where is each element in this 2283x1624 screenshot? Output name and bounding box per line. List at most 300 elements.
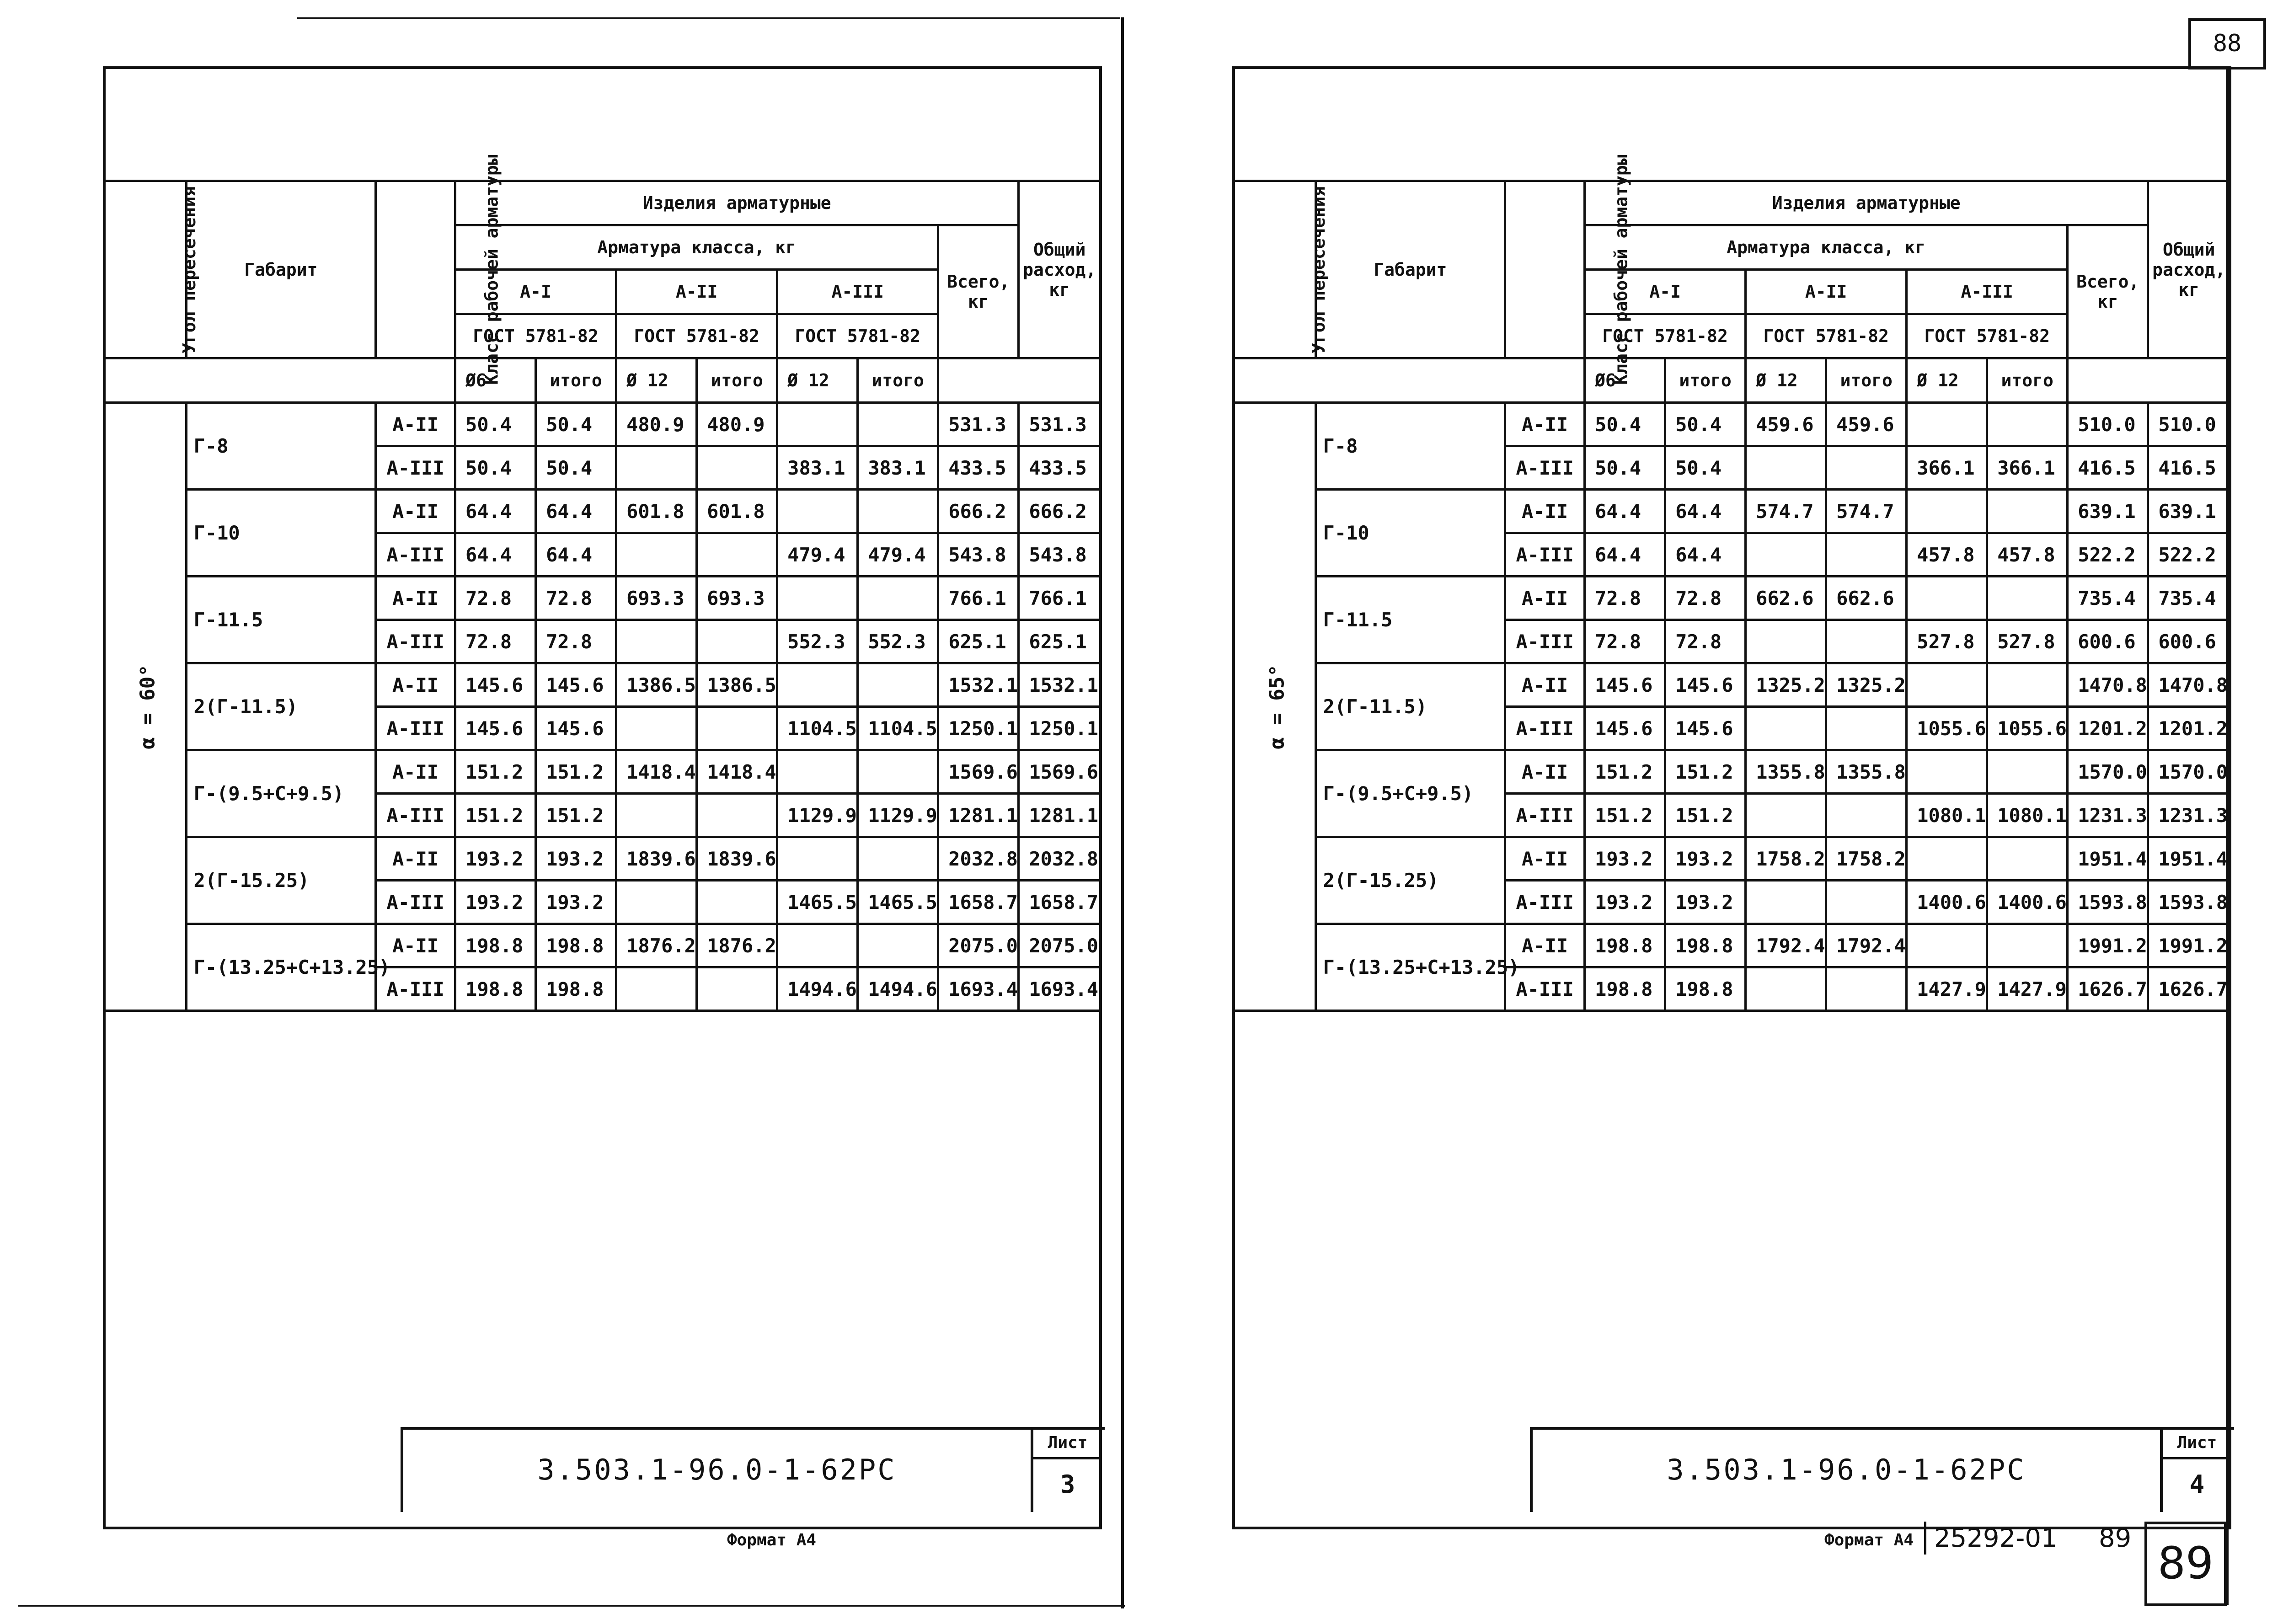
value-cell: 666.2	[938, 490, 1019, 533]
value-cell: 145.6	[455, 707, 536, 750]
class-cell: А-III	[1505, 533, 1585, 577]
class-cell: А-II	[376, 403, 455, 446]
general-header-1: Общий	[1033, 239, 1086, 260]
value-cell: 662.6	[1826, 577, 1907, 620]
itogo-header: итого	[697, 358, 777, 403]
value-cell: 1465.5	[777, 881, 858, 924]
value-cell	[1907, 490, 1987, 533]
value-cell: 50.4	[1585, 403, 1665, 446]
value-cell: 383.1	[777, 446, 858, 490]
archive-page: 89	[2099, 1523, 2132, 1553]
value-cell: 145.6	[536, 663, 616, 707]
value-cell: 666.2	[1019, 490, 1099, 533]
value-cell: 72.8	[1665, 620, 1746, 663]
value-cell: 766.1	[938, 577, 1019, 620]
value-cell: 625.1	[938, 620, 1019, 663]
value-cell: 366.1	[1987, 446, 2068, 490]
value-cell: 639.1	[2148, 490, 2229, 533]
class-a1-header: А-I	[1585, 270, 1746, 314]
angle-header-cell	[1235, 181, 1329, 358]
value-cell: 1400.6	[1907, 881, 1987, 924]
value-cell: 1792.4	[1826, 924, 1907, 967]
general-header-cell	[2148, 181, 2229, 358]
value-cell	[858, 577, 938, 620]
class-cell: А-II	[376, 577, 455, 620]
value-cell: 151.2	[1585, 750, 1665, 794]
value-cell: 151.2	[455, 750, 536, 794]
value-cell: 1570.0	[2068, 750, 2148, 794]
general-header-2: расход,	[1023, 259, 1096, 280]
value-cell: 1418.4	[616, 750, 697, 794]
value-cell: 193.2	[1585, 837, 1665, 881]
value-cell: 1569.6	[1019, 750, 1099, 794]
header-row	[1235, 358, 2229, 403]
gabarit-cell	[1315, 924, 1520, 1011]
gost-header: ГОСТ 5781-82	[455, 314, 616, 358]
value-cell: 1104.5	[858, 707, 938, 750]
table-row	[1235, 924, 2229, 967]
angle-header: Угол пересечения	[179, 186, 200, 353]
drawing-sheet	[103, 66, 1102, 1529]
items-header: Изделия арматурные	[455, 181, 1019, 225]
gabarit-cell	[1315, 663, 1505, 750]
value-cell: 1281.1	[1019, 794, 1099, 837]
gabarit-label: 2(Г-11.5)	[193, 695, 298, 718]
value-cell: 1427.9	[1907, 967, 1987, 1011]
value-cell: 198.8	[1665, 967, 1746, 1011]
table-row	[106, 403, 1099, 446]
angle-cell	[1235, 403, 1315, 1011]
gabarit-header-cell	[1315, 181, 1505, 358]
table-row	[1235, 837, 2229, 881]
value-cell: 1758.2	[1746, 837, 1826, 881]
value-cell	[1746, 620, 1826, 663]
gabarit-label: Г-(13.25+С+13.25)	[1323, 956, 1520, 978]
header-row	[106, 181, 1099, 225]
value-cell: 522.2	[2068, 533, 2148, 577]
value-cell	[616, 707, 697, 750]
value-cell: 480.9	[616, 403, 697, 446]
value-cell: 145.6	[1665, 707, 1746, 750]
general-header-3: кг	[2178, 279, 2200, 300]
value-cell: 1532.1	[1019, 663, 1099, 707]
header-spacer	[2068, 358, 2229, 403]
value-cell: 531.3	[938, 403, 1019, 446]
value-cell: 693.3	[616, 577, 697, 620]
value-cell: 193.2	[455, 881, 536, 924]
gabarit-label: Г-10	[193, 522, 240, 544]
value-cell	[1826, 881, 1907, 924]
class-cell: А-II	[1505, 750, 1585, 794]
gost-header: ГОСТ 5781-82	[1746, 314, 1907, 358]
value-cell: 459.6	[1746, 403, 1826, 446]
gabarit-label: Г-8	[193, 435, 229, 457]
gost-header: ГОСТ 5781-82	[1585, 314, 1746, 358]
value-cell: 1494.6	[858, 967, 938, 1011]
value-cell: 1250.1	[1019, 707, 1099, 750]
value-cell: 198.8	[1585, 967, 1665, 1011]
value-cell: 64.4	[1665, 490, 1746, 533]
value-cell: 574.7	[1826, 490, 1907, 533]
diameter-12-header: Ø 12	[1907, 358, 1987, 403]
value-cell	[616, 533, 697, 577]
gabarit-header-cell	[186, 181, 376, 358]
gost-header: ГОСТ 5781-82	[777, 314, 938, 358]
class-header: Класс рабочей арматуры	[1611, 154, 1631, 385]
header-spacer	[938, 358, 1099, 403]
value-cell: 151.2	[1665, 794, 1746, 837]
value-cell: 198.8	[455, 924, 536, 967]
total-header-1: Всего,	[947, 272, 1010, 292]
value-cell: 72.8	[455, 620, 536, 663]
value-cell: 1355.8	[1746, 750, 1826, 794]
sheet-number: 3	[1060, 1470, 1075, 1499]
header-spacer	[106, 358, 455, 403]
value-cell: 198.8	[1585, 924, 1665, 967]
value-cell	[697, 707, 777, 750]
angle-header: Угол пересечения	[1309, 186, 1329, 353]
value-cell: 64.4	[1585, 533, 1665, 577]
value-cell: 198.8	[536, 924, 616, 967]
total-header-cell	[2068, 225, 2148, 358]
value-cell: 193.2	[1665, 881, 1746, 924]
class-cell: А-III	[376, 533, 455, 577]
value-cell: 193.2	[536, 837, 616, 881]
value-cell	[777, 924, 858, 967]
value-cell: 1129.9	[858, 794, 938, 837]
value-cell: 151.2	[536, 750, 616, 794]
total-header-1: Всего,	[2076, 272, 2139, 292]
class-cell: А-II	[376, 663, 455, 707]
table-row	[1235, 490, 2229, 533]
value-cell: 574.7	[1746, 490, 1826, 533]
table-row	[106, 490, 1099, 533]
angle-cell	[106, 403, 186, 1011]
value-cell	[616, 620, 697, 663]
value-cell: 480.9	[697, 403, 777, 446]
value-cell	[1746, 967, 1826, 1011]
value-cell: 1080.1	[1907, 794, 1987, 837]
value-cell: 1231.3	[2068, 794, 2148, 837]
class-cell: А-III	[1505, 794, 1585, 837]
value-cell: 1876.2	[616, 924, 697, 967]
value-cell	[1987, 663, 2068, 707]
class-cell: А-II	[376, 924, 455, 967]
value-cell	[1907, 924, 1987, 967]
general-header-1: Общий	[2162, 239, 2215, 260]
value-cell: 1626.7	[2068, 967, 2148, 1011]
value-cell: 527.8	[1907, 620, 1987, 663]
value-cell: 552.3	[858, 620, 938, 663]
class-cell: А-III	[1505, 707, 1585, 750]
value-cell: 459.6	[1826, 403, 1907, 446]
diameter-12-header: Ø 12	[777, 358, 858, 403]
table-row	[106, 837, 1099, 881]
value-cell: 510.0	[2148, 403, 2229, 446]
value-cell	[1746, 794, 1826, 837]
sheet-label: Лист	[1033, 1430, 1102, 1459]
value-cell	[1987, 924, 2068, 967]
value-cell	[858, 924, 938, 967]
value-cell: 1055.6	[1907, 707, 1987, 750]
value-cell: 1400.6	[1987, 881, 2068, 924]
value-cell: 64.4	[455, 490, 536, 533]
value-cell: 1570.0	[2148, 750, 2229, 794]
sheet-label: Лист	[2163, 1430, 2231, 1459]
value-cell: 366.1	[1907, 446, 1987, 490]
value-cell: 72.8	[1585, 577, 1665, 620]
class-a3-header: А-III	[1907, 270, 2068, 314]
value-cell: 50.4	[1585, 446, 1665, 490]
value-cell	[1746, 707, 1826, 750]
class-cell: А-II	[1505, 403, 1585, 446]
value-cell	[1826, 533, 1907, 577]
class-cell: А-II	[376, 490, 455, 533]
class-cell: А-III	[1505, 881, 1585, 924]
value-cell: 151.2	[536, 794, 616, 837]
angle-label: α = 60°	[136, 664, 160, 749]
value-cell	[858, 837, 938, 881]
value-cell: 1658.7	[938, 881, 1019, 924]
value-cell	[777, 490, 858, 533]
value-cell: 416.5	[2068, 446, 2148, 490]
value-cell: 64.4	[455, 533, 536, 577]
class-header: Класс рабочей арматуры	[481, 154, 502, 385]
drawing-sheet	[1232, 66, 2231, 1529]
value-cell: 64.4	[1665, 533, 1746, 577]
class-cell: А-II	[376, 837, 455, 881]
value-cell: 416.5	[2148, 446, 2229, 490]
value-cell	[616, 446, 697, 490]
value-cell: 1758.2	[1826, 837, 1907, 881]
value-cell	[1907, 577, 1987, 620]
gabarit-label: Г-(9.5+С+9.5)	[193, 782, 344, 805]
itogo-header: итого	[536, 358, 616, 403]
gabarit-cell	[1315, 750, 1505, 837]
value-cell: 1201.2	[2068, 707, 2148, 750]
value-cell: 1231.3	[2148, 794, 2229, 837]
value-cell: 72.8	[536, 620, 616, 663]
value-cell	[1907, 663, 1987, 707]
gabarit-header: Габарит	[244, 259, 318, 280]
value-cell: 1470.8	[2148, 663, 2229, 707]
value-cell: 601.8	[697, 490, 777, 533]
gabarit-header: Габарит	[1374, 259, 1447, 280]
value-cell: 600.6	[2148, 620, 2229, 663]
value-cell: 50.4	[455, 446, 536, 490]
table-row	[106, 577, 1099, 620]
value-cell: 383.1	[858, 446, 938, 490]
value-cell: 1593.8	[2068, 881, 2148, 924]
gost-header: ГОСТ 5781-82	[1907, 314, 2068, 358]
header-spacer	[1235, 358, 1585, 403]
value-cell	[1987, 837, 2068, 881]
value-cell	[1746, 533, 1826, 577]
value-cell: 151.2	[455, 794, 536, 837]
value-cell: 145.6	[455, 663, 536, 707]
value-cell: 50.4	[1665, 446, 1746, 490]
value-cell	[697, 967, 777, 1011]
total-header-cell	[938, 225, 1019, 358]
items-header: Изделия арматурные	[1585, 181, 2148, 225]
value-cell: 735.4	[2068, 577, 2148, 620]
gabarit-label: 2(Г-11.5)	[1323, 695, 1428, 718]
value-cell: 543.8	[938, 533, 1019, 577]
gabarit-cell	[1315, 577, 1505, 663]
value-cell: 1839.6	[616, 837, 697, 881]
value-cell: 193.2	[1665, 837, 1746, 881]
value-cell: 1494.6	[777, 967, 858, 1011]
value-cell: 1569.6	[938, 750, 1019, 794]
value-cell	[1907, 403, 1987, 446]
value-cell: 479.4	[777, 533, 858, 577]
total-header-2: кг	[968, 292, 989, 312]
sheet-number-box	[1031, 1430, 1102, 1512]
header-row	[106, 358, 1099, 403]
value-cell: 1386.5	[616, 663, 697, 707]
gabarit-cell	[186, 403, 376, 490]
value-cell: 1991.2	[2068, 924, 2148, 967]
sheet-number-box	[2160, 1430, 2231, 1512]
class-cell: А-III	[376, 794, 455, 837]
value-cell: 2032.8	[938, 837, 1019, 881]
gabarit-label: 2(Г-15.25)	[1323, 869, 1439, 892]
general-header-cell	[1019, 181, 1099, 358]
value-cell: 1470.8	[2068, 663, 2148, 707]
value-cell: 198.8	[1665, 924, 1746, 967]
value-cell	[697, 881, 777, 924]
gabarit-cell	[1315, 490, 1505, 577]
value-cell: 433.5	[938, 446, 1019, 490]
general-header-3: кг	[1049, 279, 1070, 300]
value-cell	[858, 663, 938, 707]
value-cell	[1907, 750, 1987, 794]
value-cell: 600.6	[2068, 620, 2148, 663]
value-cell: 1250.1	[938, 707, 1019, 750]
value-cell: 510.0	[2068, 403, 2148, 446]
value-cell: 193.2	[455, 837, 536, 881]
value-cell: 1951.4	[2068, 837, 2148, 881]
format-label: Формат А4	[1824, 1531, 1914, 1549]
value-cell	[777, 837, 858, 881]
value-cell: 1626.7	[2148, 967, 2229, 1011]
class-cell: А-II	[1505, 837, 1585, 881]
total-header-2: кг	[2097, 292, 2118, 312]
class-cell: А-III	[1505, 620, 1585, 663]
class-cell: А-III	[376, 967, 455, 1011]
value-cell	[777, 663, 858, 707]
rebar-spec-table	[1235, 154, 2229, 1012]
armatura-class-header: Арматура класса, кг	[455, 225, 938, 270]
header-row	[1235, 181, 2229, 225]
value-cell	[697, 620, 777, 663]
table-row	[1235, 663, 2229, 707]
value-cell	[697, 446, 777, 490]
value-cell: 433.5	[1019, 446, 1099, 490]
value-cell: 531.3	[1019, 403, 1099, 446]
value-cell: 145.6	[1585, 663, 1665, 707]
value-cell	[1746, 446, 1826, 490]
value-cell: 2075.0	[1019, 924, 1099, 967]
gabarit-cell	[186, 663, 376, 750]
value-cell: 1693.4	[938, 967, 1019, 1011]
class-a2-header: А-II	[1746, 270, 1907, 314]
gabarit-cell	[1315, 837, 1505, 924]
diameter-6-header: Ø6	[1585, 358, 1665, 403]
gabarit-cell	[186, 577, 376, 663]
value-cell: 145.6	[536, 707, 616, 750]
armatura-class-header: Арматура класса, кг	[1585, 225, 2068, 270]
value-cell: 151.2	[1585, 794, 1665, 837]
value-cell: 1386.5	[697, 663, 777, 707]
value-cell: 50.4	[536, 403, 616, 446]
class-a3-header: А-III	[777, 270, 938, 314]
table-row	[1235, 577, 2229, 620]
archive-number: 25292-01	[1934, 1523, 2058, 1553]
value-cell	[1987, 577, 2068, 620]
diameter-12-header: Ø 12	[616, 358, 697, 403]
class-cell: А-II	[1505, 663, 1585, 707]
class-cell: А-II	[1505, 577, 1585, 620]
value-cell: 1355.8	[1826, 750, 1907, 794]
value-cell	[616, 967, 697, 1011]
page-number-top-box: 88	[2188, 18, 2266, 69]
value-cell: 1951.4	[2148, 837, 2229, 881]
value-cell: 1593.8	[2148, 881, 2229, 924]
itogo-header: итого	[858, 358, 938, 403]
value-cell: 1201.2	[2148, 707, 2229, 750]
value-cell: 1427.9	[1987, 967, 2068, 1011]
class-cell: А-III	[1505, 967, 1585, 1011]
value-cell: 766.1	[1019, 577, 1099, 620]
gabarit-cell	[186, 924, 390, 1011]
value-cell	[697, 794, 777, 837]
value-cell: 601.8	[616, 490, 697, 533]
gabarit-label: Г-11.5	[193, 609, 263, 631]
value-cell: 625.1	[1019, 620, 1099, 663]
value-cell: 50.4	[455, 403, 536, 446]
value-cell	[1826, 620, 1907, 663]
value-cell: 198.8	[455, 967, 536, 1011]
gabarit-cell	[1315, 403, 1505, 490]
class-cell: А-II	[1505, 924, 1585, 967]
value-cell: 1129.9	[777, 794, 858, 837]
value-cell: 50.4	[536, 446, 616, 490]
value-cell: 145.6	[1665, 663, 1746, 707]
doc-code: 3.503.1-96.0-1-62РС	[1667, 1453, 2026, 1486]
gost-header: ГОСТ 5781-82	[616, 314, 777, 358]
class-cell: А-III	[376, 881, 455, 924]
class-cell: А-III	[1505, 446, 1585, 490]
class-a1-header: А-I	[455, 270, 616, 314]
bottom-edge-line	[18, 1605, 1125, 1607]
value-cell	[777, 403, 858, 446]
diameter-12-header: Ø 12	[1746, 358, 1826, 403]
value-cell: 639.1	[2068, 490, 2148, 533]
value-cell: 1991.2	[2148, 924, 2229, 967]
class-a2-header: А-II	[616, 270, 777, 314]
value-cell	[697, 533, 777, 577]
value-cell: 662.6	[1746, 577, 1826, 620]
center-fold-line	[1121, 17, 1124, 1608]
value-cell: 72.8	[536, 577, 616, 620]
value-cell: 1465.5	[858, 881, 938, 924]
value-cell: 479.4	[858, 533, 938, 577]
value-cell: 522.2	[2148, 533, 2229, 577]
value-cell: 693.3	[697, 577, 777, 620]
value-cell	[858, 750, 938, 794]
general-header-2: расход,	[2152, 259, 2226, 280]
